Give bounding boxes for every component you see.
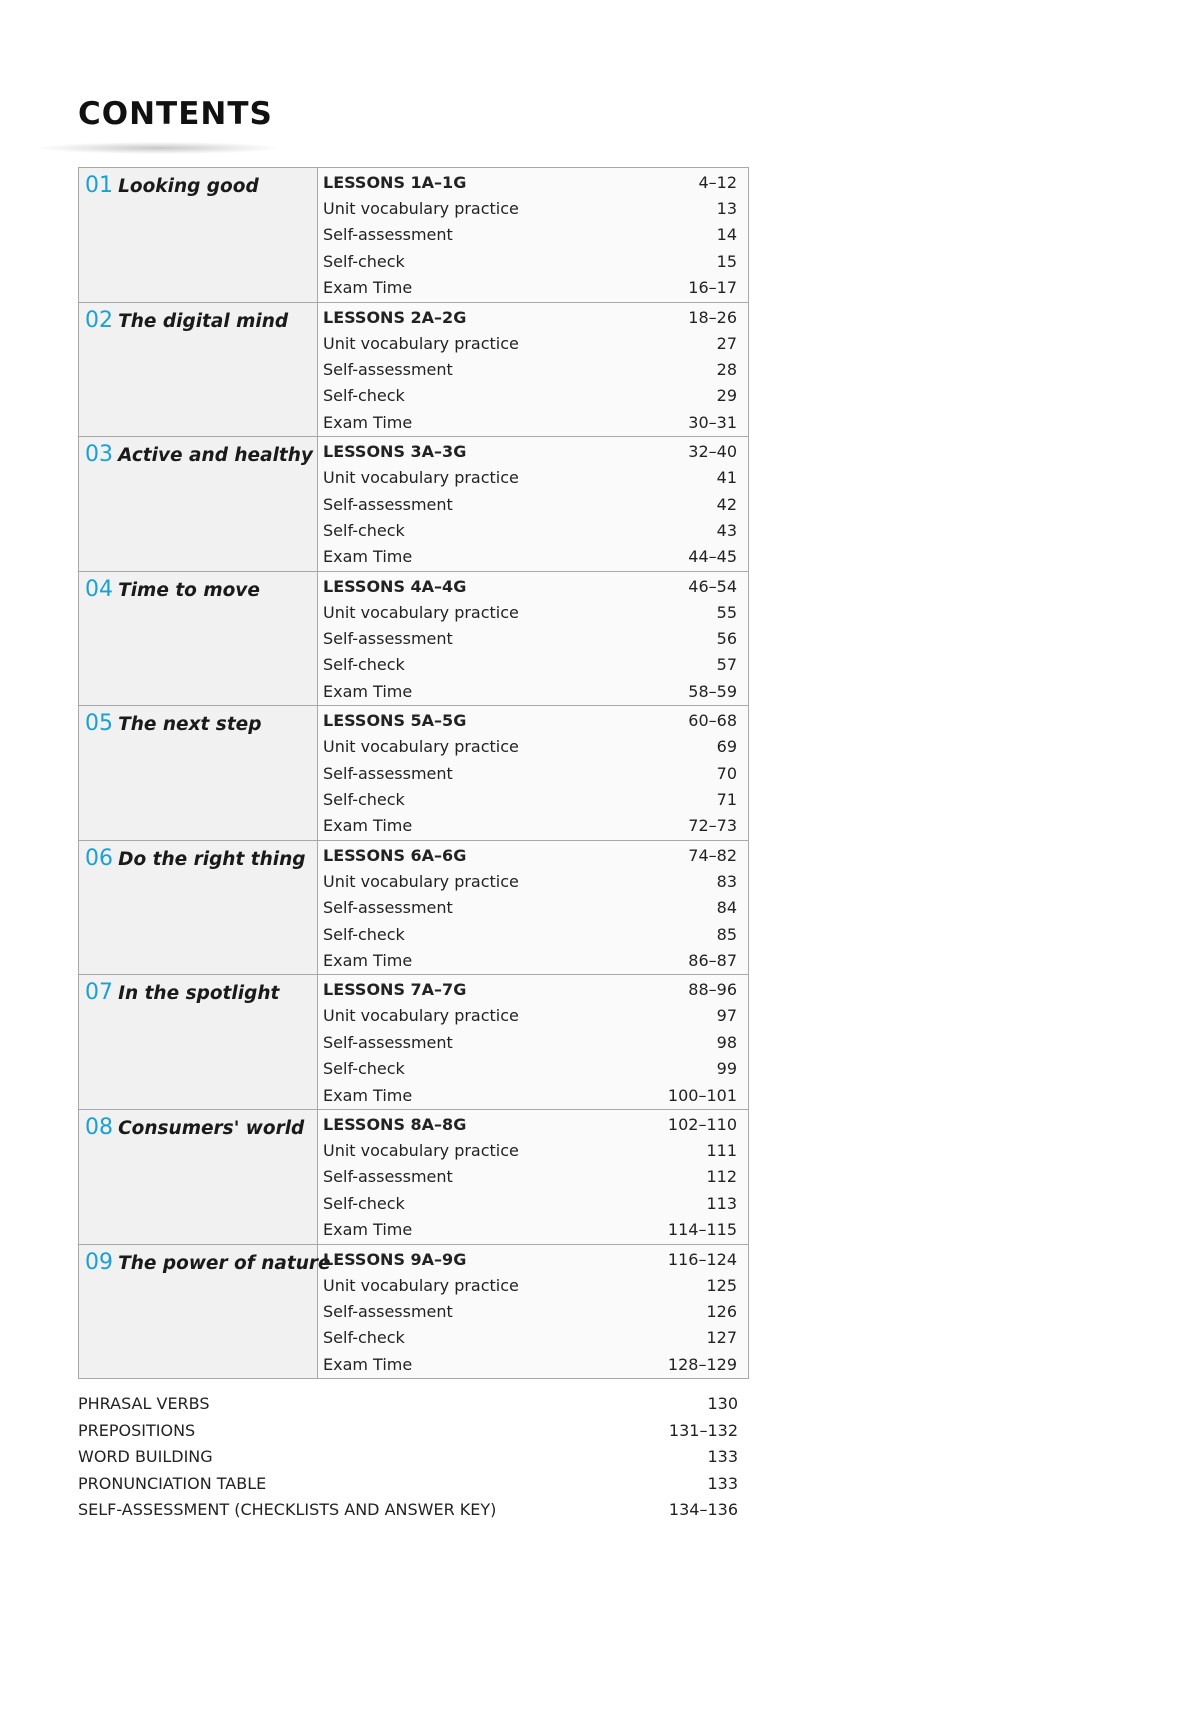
toc-entry-label: PHRASAL VERBS <box>78 1394 210 1413</box>
toc-entry-label: Unit vocabulary practice <box>323 1006 519 1026</box>
unit-items-cell <box>318 975 749 1110</box>
unit-heading-cell <box>79 706 318 841</box>
toc-entry <box>318 1245 748 1273</box>
toc-entry-label: Self-check <box>323 924 405 944</box>
toc-entry-label: Self-assessment <box>323 1167 453 1187</box>
toc-entry-page: 111 <box>706 1140 737 1160</box>
unit-heading <box>79 303 317 335</box>
toc-entry-label: Self-assessment <box>323 763 453 783</box>
toc-entry <box>318 410 748 436</box>
unit-title: The power of nature <box>118 1252 331 1274</box>
toc-entry <box>318 222 748 248</box>
page-title: CONTENTS <box>78 96 273 132</box>
toc-entry-label: Exam Time <box>323 681 413 701</box>
toc-entry <box>318 383 748 409</box>
toc-entry-page: 43 <box>716 520 737 540</box>
unit-items-cell <box>318 840 749 975</box>
toc-entry-page: 70 <box>716 763 737 783</box>
toc-entry-label: Exam Time <box>323 547 413 567</box>
toc-entry <box>318 1164 748 1190</box>
toc-entry-page: 46–54 <box>688 576 737 596</box>
toc-entry <box>318 1138 748 1164</box>
unit-number: 04 <box>85 576 113 602</box>
unit-row <box>79 571 749 706</box>
toc-entry-page: 32–40 <box>688 442 737 462</box>
toc-entry-page: 100–101 <box>667 1085 737 1105</box>
toc-entry-label: Self-assessment <box>323 1301 453 1321</box>
toc-entry-label: SELF-ASSESSMENT (CHECKLISTS AND ANSWER KEY) <box>78 1500 497 1519</box>
toc-entry-page: 97 <box>716 1006 737 1026</box>
toc-entry <box>318 249 748 275</box>
unit-row <box>79 840 749 975</box>
toc-entry-label: Unit vocabulary practice <box>323 737 519 757</box>
toc-entry-page: 14 <box>716 225 737 245</box>
toc-entry-label: LESSONS 2A–2G <box>323 307 467 327</box>
toc-entry-label: PRONUNCIATION TABLE <box>78 1473 267 1493</box>
toc-entry-page: 57 <box>716 655 737 675</box>
unit-row <box>79 706 749 841</box>
toc-entry <box>318 1273 748 1299</box>
unit-row <box>79 1109 749 1244</box>
toc-entry-page: 86–87 <box>688 950 737 970</box>
toc-entry <box>318 465 748 491</box>
unit-heading <box>79 168 317 200</box>
toc-entry-label: Exam Time <box>323 1085 413 1105</box>
unit-heading <box>79 1245 331 1277</box>
toc-entry <box>318 303 748 331</box>
toc-entry-label: LESSONS 5A–5G <box>323 711 467 731</box>
toc-entry <box>318 196 748 222</box>
toc-entry-label: Self-check <box>323 1328 405 1348</box>
toc-entry <box>318 948 748 974</box>
unit-number: 06 <box>85 845 113 871</box>
toc-entry-page: 130 <box>707 1394 738 1413</box>
toc-entry-label: Exam Time <box>323 1220 413 1240</box>
toc-entry-label: Unit vocabulary practice <box>323 602 519 622</box>
toc-entry <box>318 357 748 383</box>
toc-entry-page: 30–31 <box>688 412 737 432</box>
toc-entry-label: LESSONS 8A–8G <box>323 1114 467 1134</box>
toc-entry-page: 126 <box>706 1301 737 1321</box>
toc-entry <box>78 1391 738 1418</box>
toc-entry-page: 112 <box>706 1167 737 1187</box>
toc-entry-page: 28 <box>716 359 737 379</box>
toc-entry <box>78 1497 738 1524</box>
toc-entry-label: Unit vocabulary practice <box>323 199 519 218</box>
toc-entry <box>318 492 748 518</box>
toc-entry <box>318 895 748 921</box>
toc-entry-page: 125 <box>706 1275 737 1295</box>
unit-row <box>79 437 749 572</box>
toc-entry <box>318 841 748 869</box>
unit-title: In the spotlight <box>118 983 280 1005</box>
toc-entry <box>318 1352 748 1378</box>
toc-entry-page: 29 <box>716 386 737 406</box>
unit-items-cell <box>318 1244 749 1379</box>
toc-entry-label: Unit vocabulary practice <box>323 1275 519 1295</box>
toc-entry-page: 128–129 <box>667 1354 737 1374</box>
toc-entry <box>78 1444 738 1471</box>
toc-entry-page: 114–115 <box>667 1220 737 1240</box>
contents-table <box>78 167 749 1379</box>
toc-entry-page: 127 <box>706 1328 737 1348</box>
toc-entry-page: 83 <box>716 871 737 891</box>
unit-title: Time to move <box>118 579 260 601</box>
title-underline-shadow <box>38 142 278 154</box>
toc-entry-label: WORD BUILDING <box>78 1447 213 1466</box>
toc-entry-label: Unit vocabulary practice <box>323 1140 519 1160</box>
toc-entry-label: LESSONS 3A–3G <box>323 442 467 462</box>
toc-entry <box>318 1217 748 1243</box>
unit-title: The next step <box>118 714 262 736</box>
unit-heading-cell <box>79 1244 331 1379</box>
unit-row <box>79 1244 749 1379</box>
unit-heading <box>79 1110 317 1142</box>
unit-title: Consumers' world <box>118 1117 305 1139</box>
toc-entry-page: 99 <box>716 1059 737 1079</box>
toc-entry-label: Self-assessment <box>323 225 453 245</box>
toc-entry-label: Self-check <box>323 1059 405 1079</box>
toc-entry-page: 85 <box>716 924 737 944</box>
toc-entry <box>318 544 748 570</box>
toc-entry-page: 102–110 <box>667 1114 737 1134</box>
toc-entry-page: 133 <box>707 1473 738 1493</box>
toc-entry <box>318 600 748 626</box>
toc-entry <box>318 1003 748 1029</box>
toc-entry-label: Self-assessment <box>323 494 453 514</box>
toc-entry-label: Self-assessment <box>323 359 453 379</box>
toc-entry <box>318 1110 748 1138</box>
unit-heading <box>79 841 317 873</box>
unit-row <box>79 975 749 1110</box>
unit-number: 05 <box>85 711 113 737</box>
toc-entry-page: 71 <box>716 790 737 810</box>
toc-entry <box>318 1056 748 1082</box>
unit-row <box>79 302 749 437</box>
unit-items-cell <box>318 168 749 303</box>
toc-entry-page: 44–45 <box>688 547 737 567</box>
toc-entry-label: Self-assessment <box>323 1032 453 1052</box>
toc-entry-page: 72–73 <box>688 816 737 836</box>
unit-heading <box>79 437 317 469</box>
toc-entry-page: 58–59 <box>688 681 737 701</box>
toc-entry-label: LESSONS 4A–4G <box>323 576 467 596</box>
toc-entry-page: 4–12 <box>698 173 737 192</box>
toc-entry-label: Self-assessment <box>323 898 453 918</box>
unit-items-cell <box>318 302 749 437</box>
toc-entry-label: Exam Time <box>323 412 413 432</box>
unit-title: The digital mind <box>118 310 289 332</box>
toc-entry <box>318 1299 748 1325</box>
unit-heading-cell <box>79 571 318 706</box>
toc-entry <box>318 1191 748 1217</box>
unit-heading <box>79 706 317 738</box>
toc-entry-label: Exam Time <box>323 278 413 298</box>
unit-title: Looking good <box>118 176 259 197</box>
toc-entry <box>318 437 748 465</box>
toc-entry-page: 60–68 <box>688 711 737 731</box>
toc-entry <box>318 813 748 839</box>
toc-entry-page: 41 <box>716 468 737 488</box>
toc-entry-label: Unit vocabulary practice <box>323 468 519 488</box>
unit-number: 02 <box>85 307 113 333</box>
toc-entry-label: Self-check <box>323 1193 405 1213</box>
toc-entry <box>318 168 748 196</box>
toc-entry <box>318 869 748 895</box>
toc-entry-page: 88–96 <box>688 980 737 1000</box>
toc-entry-label: Self-check <box>323 655 405 675</box>
toc-entry <box>318 518 748 544</box>
toc-entry <box>318 734 748 760</box>
toc-entry-label: Self-check <box>323 251 405 271</box>
toc-entry-label: Self-check <box>323 520 405 540</box>
unit-heading-cell <box>79 168 318 303</box>
unit-heading <box>79 975 317 1007</box>
toc-entry-label: Exam Time <box>323 950 413 970</box>
toc-entry-page: 13 <box>716 199 737 218</box>
toc-entry <box>318 706 748 734</box>
unit-number: 07 <box>85 980 113 1006</box>
toc-entry-page: 84 <box>716 898 737 918</box>
toc-entry-label: LESSONS 6A–6G <box>323 845 467 865</box>
toc-entry-label: Unit vocabulary practice <box>323 871 519 891</box>
toc-entry <box>318 572 748 600</box>
toc-entry <box>78 1471 738 1498</box>
toc-entry-label: Unit vocabulary practice <box>323 333 519 353</box>
toc-entry-page: 42 <box>716 494 737 514</box>
toc-entry <box>318 331 748 357</box>
toc-entry <box>318 626 748 652</box>
unit-items-cell <box>318 1109 749 1244</box>
toc-entry-page: 56 <box>716 629 737 649</box>
unit-items-cell <box>318 706 749 841</box>
toc-entry-label: Self-assessment <box>323 629 453 649</box>
toc-entry-label: Self-check <box>323 386 405 406</box>
appendix-list <box>78 1391 738 1524</box>
toc-entry-label: LESSONS 9A–9G <box>323 1249 467 1269</box>
toc-entry <box>318 975 748 1003</box>
unit-items-cell <box>318 437 749 572</box>
toc-entry-page: 16–17 <box>688 278 737 298</box>
toc-entry <box>318 922 748 948</box>
toc-entry <box>318 652 748 678</box>
toc-entry <box>318 275 748 301</box>
unit-items-cell <box>318 571 749 706</box>
toc-entry-page: 133 <box>707 1447 738 1466</box>
toc-entry <box>318 761 748 787</box>
unit-heading-cell <box>79 302 318 437</box>
unit-heading-cell <box>79 437 318 572</box>
toc-entry-page: 134–136 <box>668 1500 738 1519</box>
unit-heading-cell <box>79 840 318 975</box>
toc-entry <box>318 1325 748 1351</box>
unit-heading-cell <box>79 975 318 1110</box>
toc-entry-label: Self-check <box>323 790 405 810</box>
unit-number: 03 <box>85 442 113 468</box>
toc-entry-label: LESSONS 7A–7G <box>323 980 467 1000</box>
toc-entry <box>78 1418 738 1445</box>
toc-entry <box>318 1083 748 1109</box>
toc-entry-label: Exam Time <box>323 1354 413 1374</box>
unit-heading-cell <box>79 1109 318 1244</box>
unit-heading <box>79 572 317 604</box>
toc-entry-label: LESSONS 1A–1G <box>323 173 467 192</box>
unit-number: 08 <box>85 1114 113 1140</box>
toc-entry-page: 98 <box>716 1032 737 1052</box>
unit-title: Active and healthy <box>118 445 313 467</box>
toc-entry-page: 116–124 <box>667 1249 737 1269</box>
toc-entry-page: 74–82 <box>688 845 737 865</box>
toc-entry-label: Exam Time <box>323 816 413 836</box>
toc-entry-page: 55 <box>716 602 737 622</box>
toc-entry <box>318 679 748 705</box>
unit-number: 01 <box>85 173 113 198</box>
toc-entry <box>318 1030 748 1056</box>
toc-entry-page: 18–26 <box>688 307 737 327</box>
unit-title: Do the right thing <box>118 848 306 870</box>
toc-entry-page: 113 <box>706 1193 737 1213</box>
toc-entry-page: 27 <box>716 333 737 353</box>
unit-number: 09 <box>85 1249 113 1275</box>
toc-entry-page: 15 <box>716 251 737 271</box>
unit-row <box>79 168 749 303</box>
toc-entry-label: PREPOSITIONS <box>78 1420 196 1440</box>
toc-entry <box>318 787 748 813</box>
toc-entry-page: 131–132 <box>668 1420 738 1440</box>
toc-entry-page: 69 <box>716 737 737 757</box>
